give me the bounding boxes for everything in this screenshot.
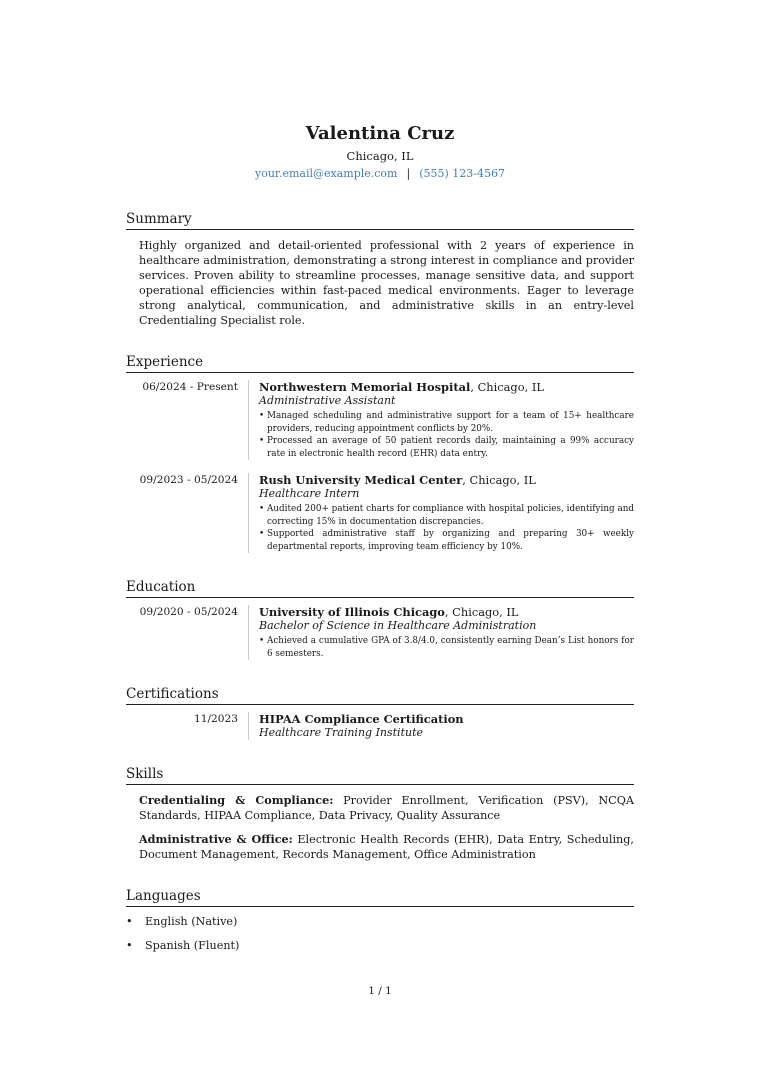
skill-group (139, 793, 634, 823)
skill-group-label: Credentialing & Compliance: (139, 793, 334, 807)
certification-name: HIPAA Compliance Certification (259, 712, 464, 726)
entry-date: 09/2023 - 05/2024 (139, 474, 238, 486)
school-name: University of Illinois Chicago (259, 605, 445, 619)
job-title: Healthcare Intern (259, 487, 360, 500)
section-title-skills: Skills (126, 765, 634, 785)
experience-section (126, 353, 634, 553)
contact-line (126, 167, 634, 181)
entry-body (248, 712, 634, 740)
list-item: • English (Native) (126, 914, 634, 929)
skill-group-label: Administrative & Office: (139, 832, 293, 846)
bullet-list (259, 410, 634, 460)
entry-heading (259, 380, 634, 394)
candidate-location: Chicago, IL (346, 149, 414, 163)
list-item: • Supported administrative staff by organizing and preparing 30+ weekly departmental reports, improving team efficiency by 10%. (259, 528, 634, 553)
email-link[interactable]: your.email@example.com (255, 167, 398, 180)
languages-section (126, 887, 634, 953)
phone-link[interactable]: (555) 123-4567 (419, 167, 505, 180)
employer-name: Northwestern Memorial Hospital (259, 380, 471, 394)
contact-separator: | (406, 167, 411, 180)
education-entry (126, 605, 634, 660)
certification-entry (126, 712, 634, 740)
list-item: • Processed an average of 50 patient records daily, maintaining a 99% accuracy rate in electronic health record (EHR) data entry. (259, 435, 634, 460)
list-item: • Managed scheduling and administrative support for a team of 15+ healthcare providers, reducing appointment conflicts by 20%. (259, 410, 634, 435)
employer-location: , Chicago, IL (462, 473, 536, 487)
list-item: • Achieved a cumulative GPA of 3.8/4.0, consistently earning Dean’s List honors for 6 semesters. (259, 635, 634, 660)
list-item: • Audited 200+ patient charts for compliance with hospital policies, identifying and correcting 15% in documentation discrepancies. (259, 503, 634, 528)
certification-issuer: Healthcare Training Institute (259, 726, 424, 739)
resume-header (126, 123, 634, 181)
entry-date: 11/2023 (193, 713, 238, 725)
skill-group (139, 832, 634, 862)
job-title: Administrative Assistant (259, 394, 396, 407)
entry-heading (259, 473, 634, 487)
entry-body (248, 473, 634, 553)
section-title-summary: Summary (126, 210, 634, 230)
skills-section (126, 765, 634, 862)
section-title-languages: Languages (126, 887, 634, 907)
skill-group-value: Provider Enrollment, Verification (PSV), NCQA Standards, HIPAA Compliance, Data Privacy, Quality Assurance (139, 794, 634, 822)
entry-body (248, 605, 634, 660)
entry-body (248, 380, 634, 460)
page-number: 1 / 1 (368, 985, 392, 997)
summary-text: Highly organized and detail-oriented professional with 2 years of experience in healthcare administration, demonstrating a strong interest in compliance and provider services. Proven ability to streamline processes, manage sensitive data, and support operational efficiencies within fast-paced medical environments. Eager to leverage strong analytical, communication, and administrative skills in an entry-level Credentialing Specialist role. (139, 239, 634, 327)
skill-group-value: Electronic Health Records (EHR), Data Entry, Scheduling, Document Management, Records Management, Office Administration (139, 833, 634, 861)
certifications-section (126, 685, 634, 740)
experience-entry (126, 380, 634, 460)
language-list (126, 914, 634, 953)
bullet-list (259, 503, 634, 553)
employer-location: , Chicago, IL (470, 380, 544, 394)
candidate-name: Valentina Cruz (305, 123, 455, 144)
section-title-experience: Experience (126, 353, 634, 373)
experience-entry (126, 473, 634, 553)
degree: Bachelor of Science in Healthcare Administration (259, 619, 537, 632)
list-item: • Spanish (Fluent) (126, 938, 634, 953)
school-location: , Chicago, IL (444, 605, 519, 619)
section-title-certifications: Certifications (126, 685, 634, 705)
employer-name: Rush University Medical Center (259, 473, 463, 487)
education-section (126, 578, 634, 660)
resume-page (126, 118, 634, 962)
entry-date: 09/2020 - 05/2024 (139, 606, 238, 618)
summary-section (126, 210, 634, 328)
entry-date: 06/2024 - Present (142, 381, 238, 393)
bullet-list (259, 635, 634, 660)
section-title-education: Education (126, 578, 634, 598)
entry-heading (259, 605, 634, 619)
entry-heading (259, 712, 634, 726)
